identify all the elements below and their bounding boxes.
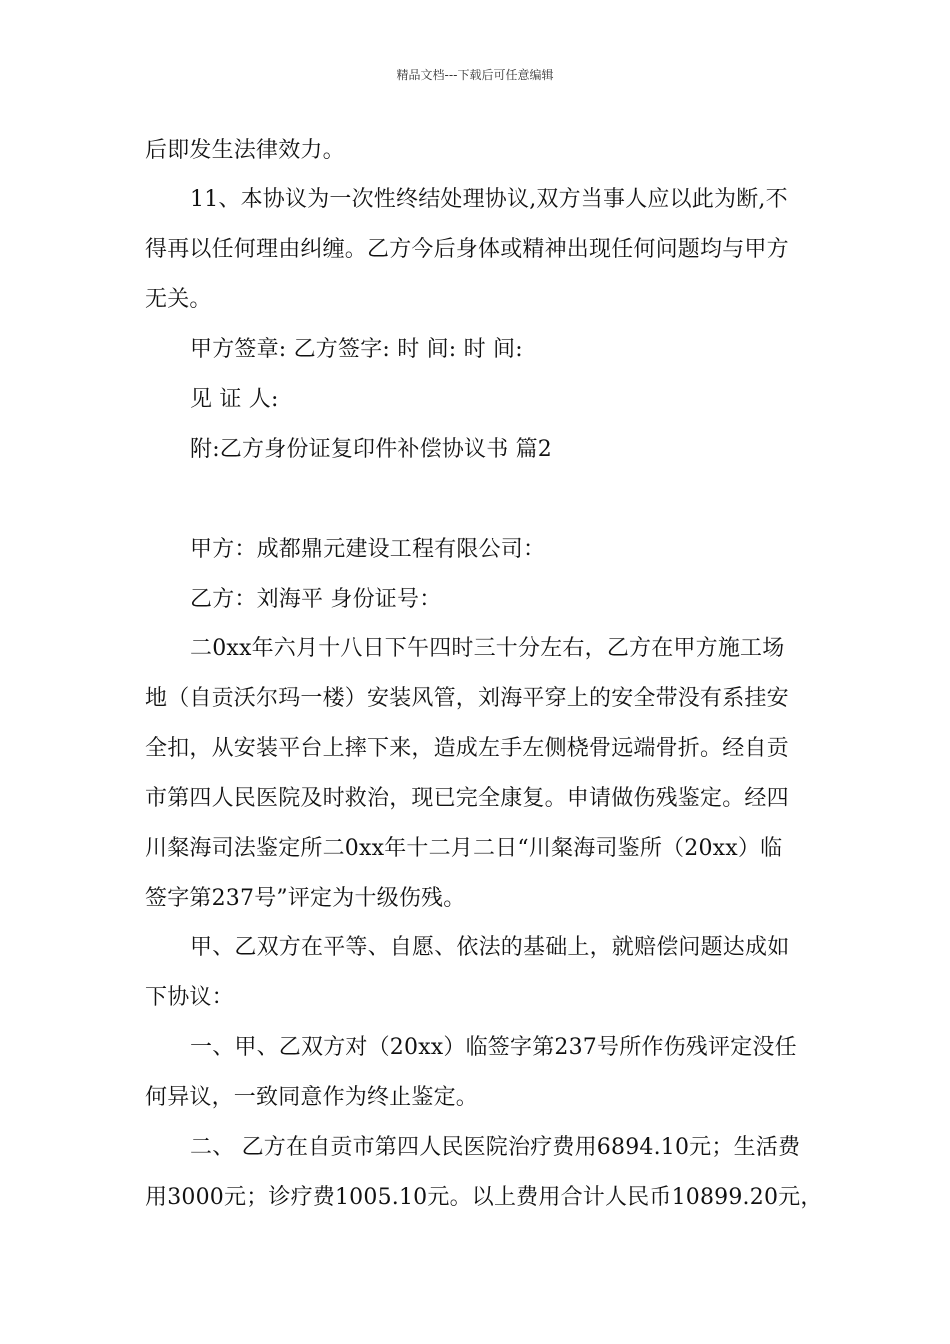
text-line: 市第四人民医院及时救治，现已完全康复。申请做伤残鉴定。经四 (145, 786, 789, 811)
text-line: 一、甲、乙双方对（20xx）临签字第237号所作伤残评定没任 (190, 1035, 797, 1060)
party-b-line: 乙方：刘海平 身份证号： (190, 587, 442, 612)
page-header: 精品文档---下载后可任意编辑 (396, 68, 554, 82)
party-a-line: 甲方：成都鼎元建设工程有限公司： (190, 537, 546, 562)
text-line: 何异议，一致同意作为终止鉴定。 (145, 1085, 479, 1110)
text-line: 地（自贡沃尔玛一楼）安装风管，刘海平穿上的安全带没有系挂安 (145, 686, 789, 711)
text-line: 11、本协议为一次性终结处理协议,双方当事人应以此为断,不 (190, 187, 788, 212)
text-line: 无关。 (145, 287, 212, 312)
witness-line: 见 证 人: (190, 387, 279, 412)
text-line: 签字第237号”评定为十级伤残。 (145, 886, 466, 911)
text-line: 下协议： (145, 985, 234, 1010)
text-line: 全扣，从安装平台上摔下来，造成左手左侧桡骨远端骨折。经自贡 (145, 736, 789, 761)
text-line: 用3000元；诊疗费1005.10元。以上费用合计人民币10899.20元， (145, 1185, 823, 1210)
text-line: 甲、乙双方在平等、自愿、依法的基础上，就赔偿问题达成如 (190, 935, 790, 960)
attachment-line: 附:乙方身份证复印件补偿协议书 篇2 (190, 437, 553, 462)
signature-line: 甲方签章: 乙方签字: 时 间: 时 间: (190, 337, 523, 362)
text-line: 得再以任何理由纠缠。乙方今后身体或精神出现任何问题均与甲方 (145, 237, 789, 262)
text-line: 二0xx年六月十八日下午四时三十分左右，乙方在甲方施工场 (190, 636, 785, 661)
text-line: 二、 乙方在自贡市第四人民医院治疗费用6894.10元；生活费 (190, 1135, 801, 1160)
text-line: 川粲海司法鉴定所二0xx年十二月二日“川粲海司鉴所（20xx）临 (145, 836, 783, 861)
text-line: 后即发生法律效力。 (145, 138, 345, 163)
